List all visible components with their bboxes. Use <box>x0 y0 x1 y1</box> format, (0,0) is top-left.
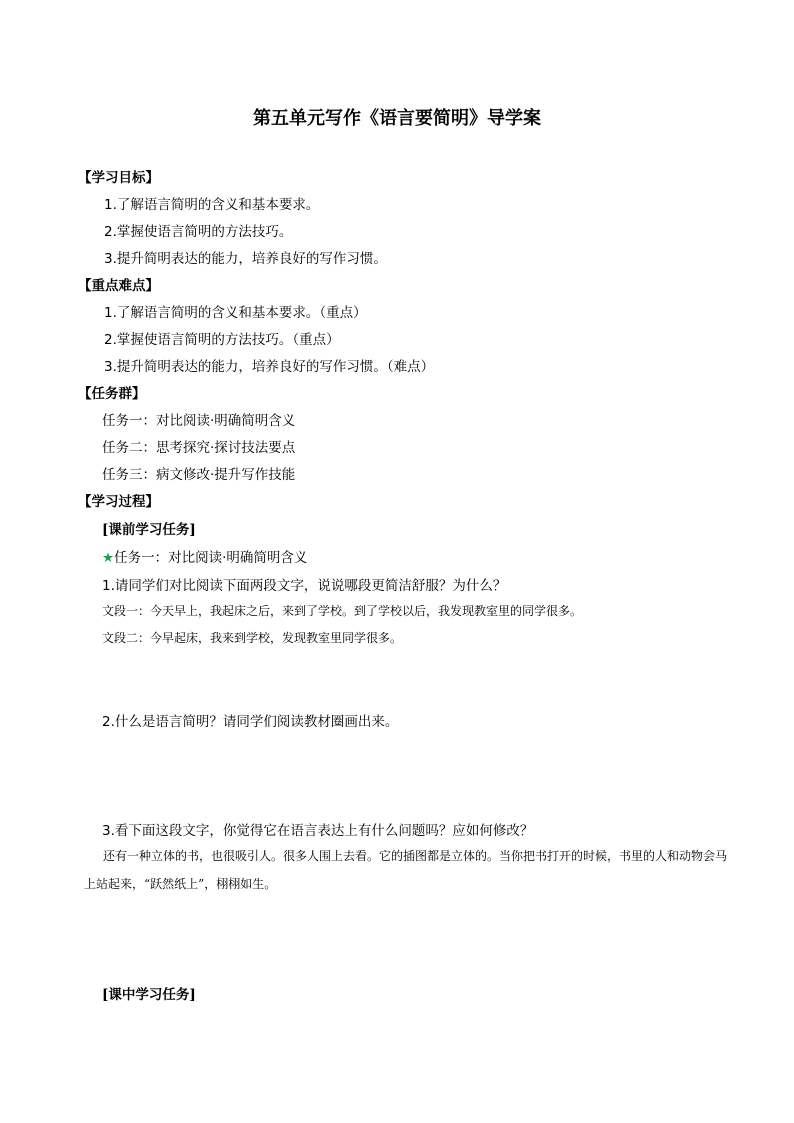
task1-line <box>102 546 307 566</box>
task-group-item-3: 任务三：病文修改·提升写作技能 <box>102 467 296 483</box>
passage-1: 文段一：今天早上，我起床之后，来到了学校。到了学校以后，我发现教室里的同学很多。 <box>102 604 583 618</box>
star-icon: ★ <box>102 550 115 566</box>
task1-label: 任务一：对比阅读·明确简明含义 <box>114 550 308 566</box>
task-group-item-1: 任务一：对比阅读·明确简明含义 <box>102 413 296 429</box>
passage-2: 文段二：今早起床，我来到学校，发现教室里同学很多。 <box>102 631 403 645</box>
section-heading-task-group: 【任务群】 <box>78 386 146 402</box>
section-heading-key-points: 【重点难点】 <box>78 278 159 294</box>
goal-item-3: 3.提升简明表达的能力，培养良好的写作习惯。 <box>104 251 387 267</box>
key-point-item-1: 1.了解语言简明的含义和基本要求。（重点） <box>104 305 367 321</box>
page-title: 第五单元写作《语言要简明》导学案 <box>253 108 541 129</box>
section-heading-process: 【学习过程】 <box>78 494 159 510</box>
in-class-label: [课中学习任务] <box>102 987 196 1003</box>
question-3: 3.看下面这段文字，你觉得它在语言表达上有什么问题吗？应如何修改？ <box>102 823 534 839</box>
goal-item-1: 1.了解语言简明的含义和基本要求。 <box>104 197 320 213</box>
question-2: 2.什么是语言简明？请同学们阅读教材圈画出来。 <box>102 714 399 730</box>
goal-item-2: 2.掌握使语言简明的方法技巧。 <box>104 224 293 240</box>
key-point-item-3: 3.提升简明表达的能力，培养良好的写作习惯。（难点） <box>104 359 435 375</box>
key-point-item-2: 2.掌握使语言简明的方法技巧。（重点） <box>104 332 340 348</box>
task-group-item-2: 任务二：思考探究·探讨技法要点 <box>102 440 296 456</box>
pre-class-label: [课前学习任务] <box>102 522 196 538</box>
question-1: 1.请同学们对比阅读下面两段文字，说说哪段更简洁舒服？为什么？ <box>102 578 507 594</box>
section-heading-goals: 【学习目标】 <box>78 170 159 186</box>
passage-3: 还有一种立体的书，也很吸引人。很多人围上去看。它的插图都是立体的。当你把书打开的时候，书里的人和动物会马上站起来，“跃然纸上”，栩栩如生。 <box>84 849 728 891</box>
